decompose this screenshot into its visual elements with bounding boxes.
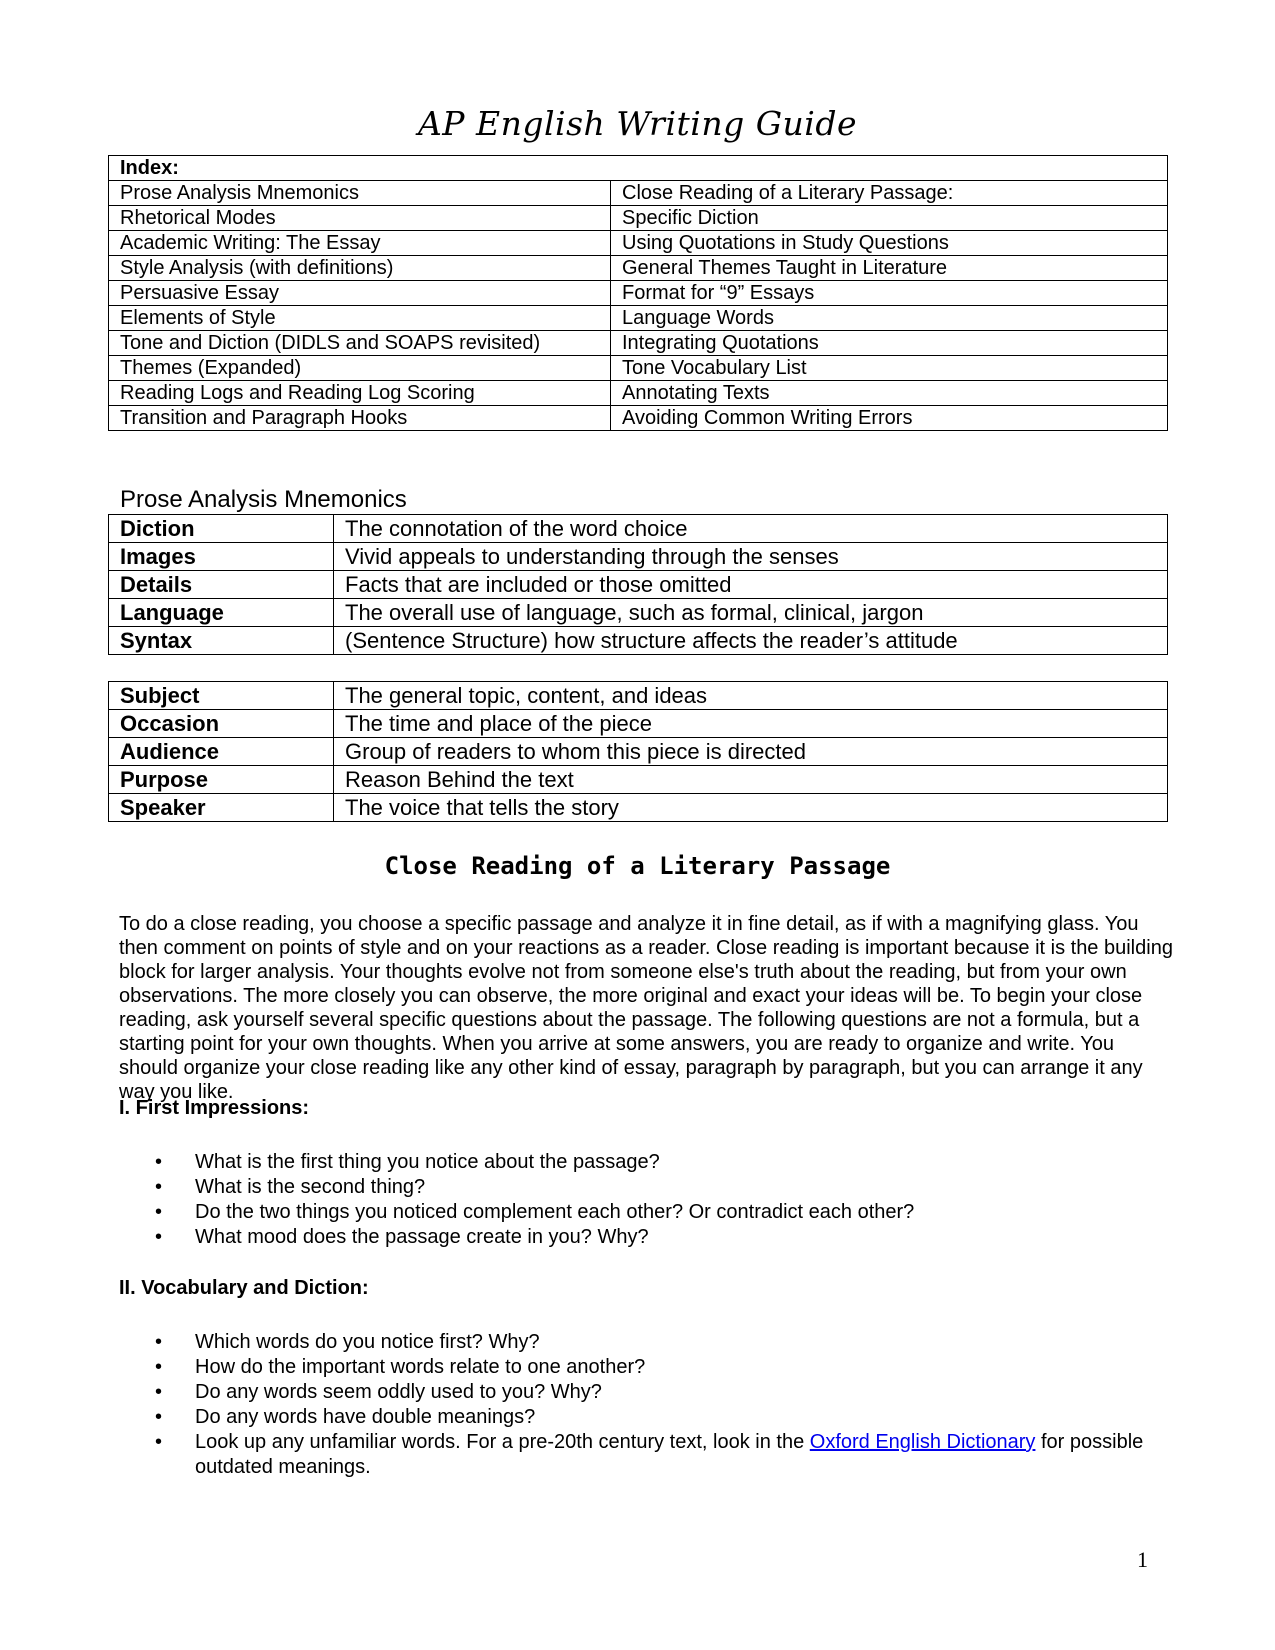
mnemonic-row xyxy=(109,682,1168,710)
didls-table xyxy=(108,514,1168,655)
index-entry: Reading Logs and Reading Log Scoring xyxy=(109,381,611,406)
list-item-text: Do the two things you noticed complement each other? Or contradict each other? xyxy=(195,1201,915,1223)
list-item xyxy=(119,1330,1169,1355)
bullet-icon: • xyxy=(155,1356,163,1378)
mnemonic-definition: The time and place of the piece xyxy=(334,710,1168,738)
index-entry: Using Quotations in Study Questions xyxy=(611,231,1168,256)
index-row xyxy=(109,181,1168,206)
index-entry: Integrating Quotations xyxy=(611,331,1168,356)
soaps-table xyxy=(108,681,1168,822)
bullet-icon: • xyxy=(155,1151,163,1173)
index-entry: Tone Vocabulary List xyxy=(611,356,1168,381)
index-entry: Prose Analysis Mnemonics xyxy=(109,181,611,206)
mnemonic-definition: Group of readers to whom this piece is directed xyxy=(334,738,1168,766)
mnemonic-row xyxy=(109,571,1168,599)
mnemonic-term: Speaker xyxy=(109,794,334,822)
list-item-text: What mood does the passage create in you? Why? xyxy=(195,1226,649,1248)
index-entry: Language Words xyxy=(611,306,1168,331)
index-entry: Themes (Expanded) xyxy=(109,356,611,381)
vocab-diction-list xyxy=(119,1330,1169,1480)
oxford-dictionary-link[interactable]: Oxford English Dictionary xyxy=(809,1431,1036,1453)
list-item-text: How do the important words relate to one another? xyxy=(195,1356,646,1378)
list-item-text: Do any words seem oddly used to you? Why? xyxy=(195,1381,602,1403)
index-entry: Tone and Diction (DIDLS and SOAPS revisited) xyxy=(109,331,611,356)
list-item-text: Look up any unfamiliar words. For a pre-20th century text, look in the xyxy=(195,1431,810,1453)
list-item xyxy=(119,1150,1169,1175)
bullet-icon: • xyxy=(155,1406,163,1428)
index-entry: Avoiding Common Writing Errors xyxy=(611,406,1168,431)
mnemonic-definition: The general topic, content, and ideas xyxy=(334,682,1168,710)
bullet-icon: • xyxy=(155,1226,163,1248)
mnemonic-definition: The overall use of language, such as formal, clinical, jargon xyxy=(334,599,1168,627)
prose-analysis-heading: Prose Analysis Mnemonics xyxy=(120,486,407,513)
mnemonic-term: Purpose xyxy=(109,766,334,794)
list-item xyxy=(119,1175,1169,1200)
close-reading-heading: Close Reading of a Literary Passage xyxy=(384,852,891,880)
mnemonic-definition: The voice that tells the story xyxy=(334,794,1168,822)
mnemonic-term: Details xyxy=(109,571,334,599)
list-item xyxy=(119,1225,1169,1250)
index-entry: Format for “9” Essays xyxy=(611,281,1168,306)
mnemonic-row xyxy=(109,738,1168,766)
index-entry: Elements of Style xyxy=(109,306,611,331)
mnemonic-term: Language xyxy=(109,599,334,627)
first-impressions-list xyxy=(119,1150,1169,1250)
list-item-text: What is the first thing you notice about the passage? xyxy=(195,1151,660,1173)
list-item xyxy=(119,1200,1169,1225)
list-item xyxy=(119,1430,1169,1480)
mnemonic-term: Occasion xyxy=(109,710,334,738)
close-reading-intro: To do a close reading, you choose a specific passage and analyze it in fine detail, as if with a magnifying glass. You then comment on points of style and on your reactions as a reader. Close reading is important because it is the building block for larger analysis. Your thoughts evolve not from someone else's truth about the reading, but from your own observations. The more closely you can observe, the more original and exact your ideas will be. To begin your close reading, ask yourself several specific questions about the passage. The following questions are not a formula, but a starting point for your own thoughts. When you arrive at some answers, you are ready to organize and write. You should organize your close reading like any other kind of essay, paragraph by paragraph, but you can arrange it any way you like. xyxy=(119,913,1173,1103)
bullet-icon: • xyxy=(155,1431,163,1453)
page-number: 1 xyxy=(1137,1547,1148,1572)
first-impressions-heading: I. First Impressions: xyxy=(119,1097,310,1119)
index-row xyxy=(109,331,1168,356)
mnemonic-definition: Reason Behind the text xyxy=(334,766,1168,794)
bullet-icon: • xyxy=(155,1176,163,1198)
index-entry: Academic Writing: The Essay xyxy=(109,231,611,256)
index-entry: Persuasive Essay xyxy=(109,281,611,306)
index-row xyxy=(109,206,1168,231)
mnemonic-definition: The connotation of the word choice xyxy=(334,515,1168,543)
list-item xyxy=(119,1380,1169,1405)
index-row xyxy=(109,231,1168,256)
mnemonic-row xyxy=(109,515,1168,543)
bullet-icon: • xyxy=(155,1201,163,1223)
mnemonic-row xyxy=(109,766,1168,794)
mnemonic-term: Audience xyxy=(109,738,334,766)
index-row xyxy=(109,381,1168,406)
mnemonic-term: Images xyxy=(109,543,334,571)
mnemonic-definition: (Sentence Structure) how structure affects the reader’s attitude xyxy=(334,627,1168,655)
index-entry: Annotating Texts xyxy=(611,381,1168,406)
index-entry: Close Reading of a Literary Passage: xyxy=(611,181,1168,206)
list-item-text: Which words do you notice first? Why? xyxy=(195,1331,540,1353)
index-row xyxy=(109,356,1168,381)
list-item xyxy=(119,1355,1169,1380)
index-entry: Rhetorical Modes xyxy=(109,206,611,231)
bullet-icon: • xyxy=(155,1381,163,1403)
mnemonic-row xyxy=(109,543,1168,571)
index-entry: Specific Diction xyxy=(611,206,1168,231)
mnemonic-row xyxy=(109,710,1168,738)
index-entry: Transition and Paragraph Hooks xyxy=(109,406,611,431)
mnemonic-row xyxy=(109,627,1168,655)
index-row xyxy=(109,281,1168,306)
list-item-text: What is the second thing? xyxy=(195,1176,426,1198)
mnemonic-term: Subject xyxy=(109,682,334,710)
mnemonic-definition: Facts that are included or those omitted xyxy=(334,571,1168,599)
mnemonic-term: Syntax xyxy=(109,627,334,655)
mnemonic-row xyxy=(109,599,1168,627)
bullet-icon: • xyxy=(155,1331,163,1353)
page-title: AP English Writing Guide xyxy=(417,104,858,143)
list-item-text: for possible outdated meanings. xyxy=(195,1431,1144,1478)
vocab-diction-heading: II. Vocabulary and Diction: xyxy=(119,1277,369,1299)
index-entry: General Themes Taught in Literature xyxy=(611,256,1168,281)
index-row xyxy=(109,256,1168,281)
index-entry: Style Analysis (with definitions) xyxy=(109,256,611,281)
index-row xyxy=(109,306,1168,331)
index-table xyxy=(108,155,1168,431)
mnemonic-definition: Vivid appeals to understanding through the senses xyxy=(334,543,1168,571)
mnemonic-term: Diction xyxy=(109,515,334,543)
index-header: Index: xyxy=(109,156,1168,181)
index-row xyxy=(109,406,1168,431)
list-item xyxy=(119,1405,1169,1430)
list-item-text: Do any words have double meanings? xyxy=(195,1406,536,1428)
mnemonic-row xyxy=(109,794,1168,822)
